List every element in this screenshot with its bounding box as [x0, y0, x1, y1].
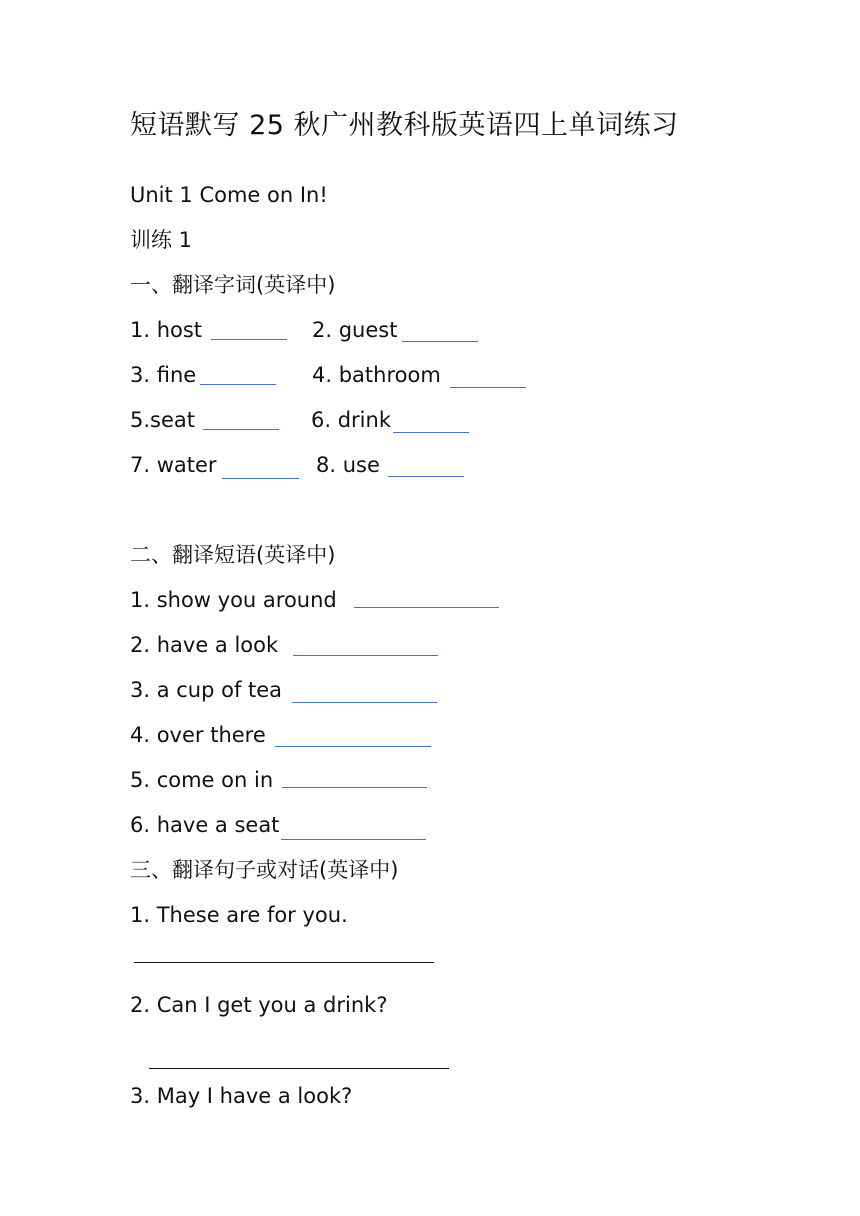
section2-heading: 二、翻译短语(英译中) — [130, 543, 336, 567]
phrase-item: 6. have a seat — [130, 813, 280, 837]
word-item: 1. host — [130, 318, 203, 342]
answer-blank[interactable] — [203, 429, 279, 430]
word-item: 3. fine — [130, 363, 197, 387]
sentence-item: 2. Can I get you a drink? — [130, 993, 388, 1017]
word-item: 4. bathroom — [312, 363, 441, 387]
answer-blank[interactable] — [354, 607, 499, 608]
answer-blank[interactable] — [281, 839, 426, 840]
phrase-item: 5. come on in — [130, 768, 274, 792]
answer-blank[interactable] — [200, 384, 276, 385]
sentence-item: 1. These are for you. — [130, 903, 348, 927]
worksheet-title: 短语默写 25 秋广州教科版英语四上单词练习 — [130, 110, 679, 141]
answer-blank[interactable] — [293, 655, 438, 656]
sentence-item: 3. May I have a look? — [130, 1084, 353, 1108]
drill-label: 训练 1 — [130, 228, 193, 252]
phrase-item: 3. a cup of tea — [130, 678, 283, 702]
answer-blank[interactable] — [402, 341, 478, 342]
answer-line[interactable] — [149, 1068, 449, 1069]
answer-blank[interactable] — [450, 387, 526, 388]
answer-blank[interactable] — [275, 746, 431, 747]
answer-blank[interactable] — [393, 432, 469, 433]
section3-heading: 三、翻译句子或对话(英译中) — [130, 858, 399, 882]
answer-blank[interactable] — [222, 478, 299, 479]
answer-line[interactable] — [134, 962, 434, 963]
answer-blank[interactable] — [282, 787, 427, 788]
answer-blank[interactable] — [211, 339, 287, 340]
unit-heading: Unit 1 Come on In! — [130, 183, 328, 207]
section1-heading: 一、翻译字词(英译中) — [130, 273, 336, 297]
phrase-item: 4. over there — [130, 723, 266, 747]
word-item: 8. use — [316, 453, 380, 477]
word-item: 6. drink — [311, 408, 391, 432]
phrase-item: 2. have a look — [130, 633, 279, 657]
word-item: 2. guest — [312, 318, 398, 342]
word-item: 7. water — [130, 453, 217, 477]
word-item: 5.seat — [130, 408, 195, 432]
phrase-item: 1. show you around — [130, 588, 337, 612]
answer-blank[interactable] — [388, 476, 464, 477]
answer-blank[interactable] — [292, 702, 437, 703]
